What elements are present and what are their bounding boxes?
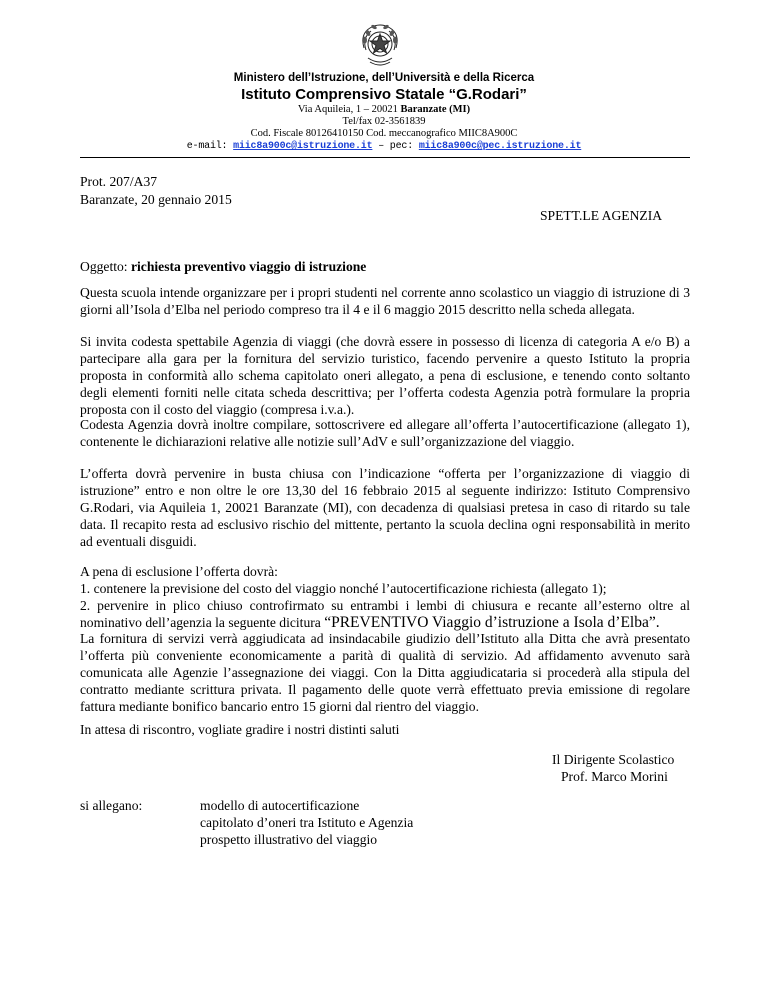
place-date: Baranzate, 20 gennaio 2015 [80, 192, 232, 207]
institute-address [0, 104, 768, 116]
paragraph-6: La fornitura di servizi verrà aggiudicata ad insindacabile giudizio dell’Istituto alla Ditta che avrà presentato l’offerta più conveniente economicamente a parità di qualità di servizio. Ad affidamento avvenuto sarà comunicata alle Agenzie l’assegnazione dei viaggi. Con la Ditta aggiudicataria si procederà alla stipula del contratto mediante scrittura privata. Il pagamento delle quote verrà effettuato previa emissione di regolare fattura mediante bonifico bancario entro 15 giorni dal rientro del viaggio. [80, 631, 690, 714]
closing-greeting: In attesa di riscontro, vogliate gradire i nostri distinti saluti [80, 722, 400, 737]
attachments-list [200, 797, 413, 848]
requirement-2 [80, 597, 690, 631]
header-divider [80, 157, 690, 158]
requirements-intro: A pena di esclusione l’offerta dovrà: [80, 564, 278, 579]
republic-emblem-icon [356, 20, 404, 70]
institute-telfax: Tel/fax 02-3561839 [342, 116, 426, 127]
subject-label: Oggetto: [80, 259, 131, 274]
paragraph-5 [80, 563, 690, 631]
subject-text: richiesta preventivo viaggio di istruzione [130, 259, 367, 274]
protocol-number: Prot. 207/A37 [80, 174, 158, 189]
requirement-1: 1. contenere la previsione del costo del viaggio nonché l’autocertificazione richiesta (allegato 1); [80, 581, 607, 596]
recipient: SPETT.LE AGENZIA [540, 208, 663, 223]
pec-link[interactable]: miic8a900c@pec.istruzione.it [418, 141, 582, 152]
address-street: Via Aquileia, 1 – 20021 [297, 104, 401, 115]
subject-line [80, 258, 366, 275]
paragraph-4: L’offerta dovrà pervenire in busta chiusa con l’indicazione “offerta per l’organizzazione di viaggio di istruzione” entro e non oltre le ore 13,30 del 16 febbraio 2015 al seguente indirizzo: Istituto Comprensivo G.Rodari, via Aquileia 1, 20021 Baranzate (MI), con decadenza di qualsiasi pretesa in caso di ritardo su tale data. Il recapito resta ad esclusivo rischio del mittente, pertanto la scuola declina ogni responsabilità in merito ad eventuali disguidi. [80, 466, 690, 549]
paragraph-1: Questa scuola intende organizzare per i propri studenti nel corrente anno scolastico un viaggio di istruzione di 3 giorni all’Isola d’Elba nel periodo compreso tra il 4 e il 6 maggio 2015 descritto nella scheda allegata. [80, 285, 690, 317]
attachment-item: modello di autocertificazione [200, 798, 360, 813]
attachment-item: prospetto illustrativo del viaggio [200, 832, 378, 847]
paragraph-3: Codesta Agenzia dovrà inoltre compilare, sottoscrivere ed allegare all’offerta l’autocertificazione (allegato 1), contenente le dichiarazioni relative alle notizie sull’AdV e sull’organizzazione del viaggio. [80, 417, 690, 449]
institute-name: Istituto Comprensivo Statale “G.Rodari” [241, 86, 527, 103]
signer-name: Prof. Marco Morini [561, 769, 668, 784]
paragraph-2: Si invita codesta spettabile Agenzia di viaggi (che dovrà essere in possesso di licenza di categoria A e/o B) a partecipare alla gara per la fornitura del servizio turistico, facendo pervenire a questo Istituto la propria proposta in conformità allo schema capitolato oneri allegato, a pena di esclusione, e tenendo conto soltanto degli elementi forniti nelle citata scheda descrittiva; per l’offerta codesta Agenzia potrà formulare la propria proposta con il costo del viaggio (compresa i.v.a.). [80, 334, 690, 417]
requirement-2-text: 2. pervenire in plico chiuso controfirmato su entrambi i lembi di chiusura e recante all’esterno oltre al nominativo dell’agenzia la seguente dicitura [80, 598, 690, 630]
requirement-2-quote: “PREVENTIVO Viaggio d’istruzione a Isola d’Elba”. [324, 614, 660, 631]
attachments-label: si allegano: [80, 798, 143, 813]
address-city: Baranzate (MI) [400, 104, 471, 115]
institute-codes: Cod. Fiscale 80126410150 Cod. meccanografico MIIC8A900C [250, 128, 518, 139]
email-label: e-mail: [186, 141, 234, 152]
pec-label: – pec: [372, 141, 419, 152]
attachment-item: capitolato d’oneri tra Istituto e Agenzia [200, 815, 414, 830]
email-link[interactable]: miic8a900c@istruzione.it [233, 141, 373, 152]
institute-contacts [0, 140, 768, 153]
ministry-name: Ministero dell’Istruzione, dell’Università e della Ricerca [233, 72, 535, 84]
signer-role: Il Dirigente Scolastico [552, 752, 675, 767]
